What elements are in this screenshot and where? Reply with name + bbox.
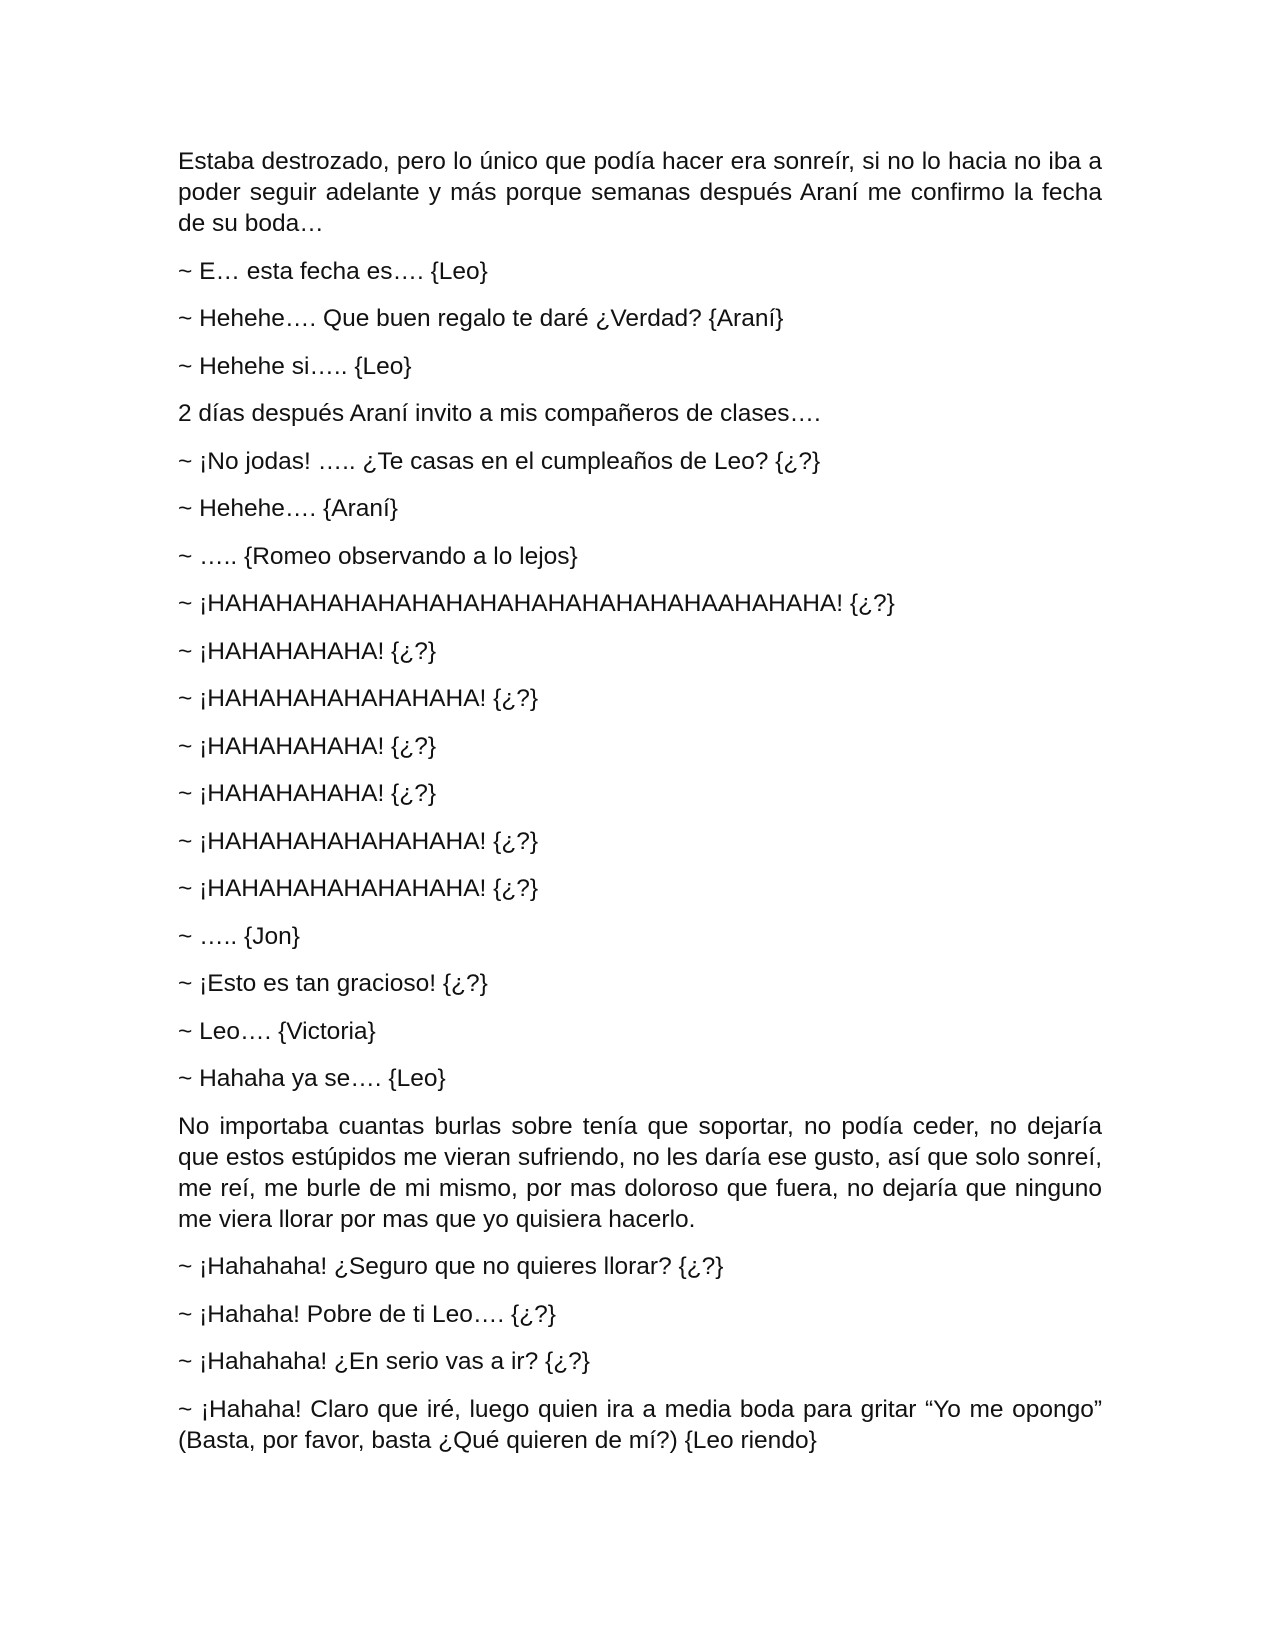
dialogue-line: ~ ¡Esto es tan gracioso! {¿?} bbox=[178, 970, 488, 997]
narration-paragraph: No importaba cuantas burlas sobre tenía que soportar, no podía ceder, no dejaría que estos estúpidos me vieran sufriendo, no les daría ese gusto, así que solo sonreí, me reí, me burle de mi mismo, por mas doloroso que fuera, no dejaría que ninguno me viera llorar por mas que yo quisiera hacerlo. bbox=[178, 1112, 1102, 1233]
dialogue-line: ~ ¡HAHAHAHAHA! {¿?} bbox=[178, 780, 437, 807]
dialogue-line: ~ ¡HAHAHAHAHA! {¿?} bbox=[178, 637, 437, 665]
dialogue-line: ~ ¡Hahahaha! ¿En serio vas a ir? {¿?} bbox=[178, 1348, 590, 1375]
dialogue-line: ~ ¡HAHAHAHAHAHAHAHAHAHAHAHAHAHAHAAHAHAHA! {¿?} bbox=[178, 590, 895, 617]
document-body bbox=[178, 146, 1102, 1472]
dialogue-line: ~ Hehehe si….. {Leo} bbox=[178, 352, 412, 380]
dialogue-line: ~ ¡Hahaha! Pobre de ti Leo…. {¿?} bbox=[178, 1300, 556, 1328]
dialogue-line: ~ ¡HAHAHAHAHAHAHAHA! {¿?} bbox=[178, 875, 539, 902]
dialogue-line: ~ ¡HAHAHAHAHAHAHAHA! {¿?} bbox=[178, 685, 539, 712]
dialogue-line: ~ ¡HAHAHAHAHAHAHAHA! {¿?} bbox=[178, 827, 539, 855]
dialogue-paragraph: ~ ¡Hahaha! Claro que iré, luego quien ira a media boda para gritar “Yo me opongo” (Basta, por favor, basta ¿Qué quieren de mí?) {Leo riendo} bbox=[178, 1395, 1102, 1454]
dialogue-line: ~ Leo…. {Victoria} bbox=[178, 1017, 376, 1045]
dialogue-line: ~ Hehehe…. {Araní} bbox=[178, 495, 398, 522]
dialogue-line: ~ Hahaha ya se…. {Leo} bbox=[178, 1065, 446, 1092]
dialogue-line: ~ Hehehe…. Que buen regalo te daré ¿Verdad? {Araní} bbox=[178, 305, 784, 332]
dialogue-line: ~ ¡HAHAHAHAHA! {¿?} bbox=[178, 732, 437, 760]
dialogue-line: ~ ¡No jodas! ….. ¿Te casas en el cumpleaños de Leo? {¿?} bbox=[178, 447, 821, 475]
dialogue-line: ~ ….. {Romeo observando a lo lejos} bbox=[178, 542, 578, 570]
dialogue-line: ~ E… esta fecha es…. {Leo} bbox=[178, 257, 488, 285]
dialogue-line: ~ ¡Hahahaha! ¿Seguro que no quieres llorar? {¿?} bbox=[178, 1253, 724, 1280]
narration-line: 2 días después Araní invito a mis compañeros de clases…. bbox=[178, 400, 821, 427]
narration-paragraph: Estaba destrozado, pero lo único que podía hacer era sonreír, si no lo hacia no iba a poder seguir adelante y más porque semanas después Araní me confirmo la fecha de su boda… bbox=[178, 148, 1102, 237]
dialogue-line: ~ ….. {Jon} bbox=[178, 922, 300, 950]
